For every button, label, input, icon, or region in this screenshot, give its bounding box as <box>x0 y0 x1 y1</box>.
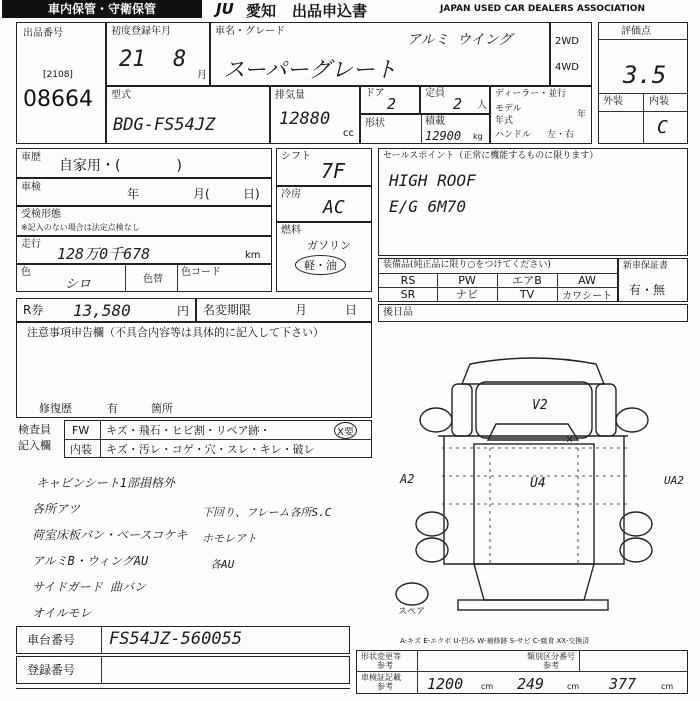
doors-box <box>360 86 420 114</box>
reg-no-label: 登録番号 <box>27 663 76 677</box>
fuel-label: 燃料 <box>281 225 301 236</box>
repair-place: 箇所 <box>151 402 173 415</box>
registration-month-unit: 月 <box>197 70 207 81</box>
exterior-label: 外装 <box>603 96 623 107</box>
header <box>0 0 700 18</box>
type-value: BDG-FS54JZ <box>113 115 216 135</box>
bottom-strip <box>16 688 350 701</box>
equip-navi: ナビ <box>456 288 478 301</box>
transfer-box <box>16 206 272 236</box>
size-sub: 参考 <box>377 682 393 691</box>
doors-label: ドア <box>365 88 385 99</box>
capacity-label: 定員 <box>425 88 445 99</box>
color-value: シロ <box>65 277 92 292</box>
dims-box <box>356 650 688 694</box>
recycle-box <box>16 298 196 322</box>
shift-value: 7F <box>321 159 346 183</box>
inside-label: 内装 <box>70 443 92 456</box>
drive-box <box>550 22 592 86</box>
class-sub: 参考 <box>543 661 559 670</box>
car-grade: アルミ ウイング <box>407 32 513 48</box>
repair-label: 修復歴 <box>39 402 72 415</box>
damage-a2: A2 <box>400 472 415 486</box>
drive-4wd: 4WD <box>555 62 579 73</box>
displacement-box <box>270 86 360 144</box>
color-label: 色 <box>21 267 31 278</box>
year-unit: 年 <box>577 110 587 120</box>
remark-right-1: 下回り、フレーム各所S.C <box>202 506 332 519</box>
chassis-value: FS54JZ-560055 <box>109 629 243 649</box>
shape-box <box>360 114 490 144</box>
post-reg-box <box>378 304 688 322</box>
handle-options: 左・右 <box>547 130 575 140</box>
size-label: 車検証記載 <box>361 673 401 682</box>
inspection-day: 日) <box>243 187 260 201</box>
type-box <box>106 86 270 144</box>
displacement-value: 12880 <box>279 109 331 129</box>
inspection-box <box>16 178 272 206</box>
model-label: モデル <box>495 104 522 114</box>
damage-legend: A-キズ E-エクボ U-凹み W-補修跡 S-サビ C-腐食 XX-交換済 <box>400 637 590 645</box>
dealer-label: ディーラー・並行 <box>495 89 567 99</box>
equipment-label: 装備品(純正品に限り○をつけてください) <box>383 260 551 270</box>
inspector-area <box>16 420 372 460</box>
car-name-label: 車名・グレード <box>215 26 285 37</box>
guarantee-value: 有・無 <box>629 283 666 297</box>
remark-4: アルミB・ウィングAU <box>32 554 149 568</box>
spare-label: スペア <box>398 607 426 617</box>
registration-box <box>106 22 210 86</box>
guarantee-label: 新車保証書 <box>623 261 669 271</box>
car-name: スーパーグレート <box>223 58 397 83</box>
load-unit: kg <box>473 132 483 141</box>
registration-label: 初度登録年月 <box>111 26 171 37</box>
transfer-note: ※記入のない場合は法定点検なし <box>21 223 140 232</box>
dealer-box <box>490 86 592 144</box>
remark-5: サイドガード 曲バン <box>32 580 147 594</box>
equip-leather: カワシート <box>562 290 612 302</box>
mileage-box <box>16 236 272 264</box>
inspector-label-2: 記入欄 <box>18 439 51 452</box>
remark-3: 荷室床板バン・ベースコケキ <box>32 528 188 542</box>
load-value: 12900 <box>425 129 462 143</box>
recycle-unit: 円 <box>177 304 190 318</box>
equip-tv: TV <box>519 287 535 301</box>
fuel-box <box>276 222 372 292</box>
reg-no-box <box>16 656 350 684</box>
type-label: 型式 <box>111 90 131 101</box>
remark-1: キャビンシート1部損格外 <box>36 476 175 490</box>
lot-box <box>16 22 106 144</box>
fw-text: キズ・飛石・ヒビ割・リペア跡・ <box>106 424 271 437</box>
post-reg-label: 後日品 <box>383 307 413 318</box>
fw-label: FW <box>72 424 90 437</box>
transfer-label: 受検形態 <box>21 209 61 220</box>
fuel-circled: 軽・油 <box>295 255 346 275</box>
header-left-label: 車内保管・守衛保管 <box>2 0 202 18</box>
fuel-value: ガソリン <box>307 239 351 252</box>
displacement-label: 排気量 <box>275 90 305 101</box>
shift-box <box>276 148 372 186</box>
history-box <box>16 148 272 178</box>
mileage-unit: km <box>245 250 261 261</box>
lot-number: 08664 <box>23 87 93 112</box>
form-change-sub: 参考 <box>377 661 393 670</box>
color-box <box>16 264 272 292</box>
damage-x: × <box>566 432 574 446</box>
history-label: 車歴 <box>21 152 41 163</box>
name-change-box <box>196 298 372 322</box>
form-title: 出品申込書 <box>292 2 368 20</box>
history-value: 自家用・( ) <box>59 158 182 174</box>
equip-aw: AW <box>578 273 596 287</box>
equip-airbag: エアB <box>512 274 542 287</box>
color-code-label: 色コード <box>181 267 221 278</box>
registration-month: 8 <box>173 47 187 72</box>
dim-height: 377 <box>609 675 637 693</box>
name-change-month: 月 <box>295 303 308 317</box>
shift-label: シフト <box>281 151 311 162</box>
fw-circled: X要 <box>334 422 357 439</box>
score-label: 評価点 <box>621 26 651 37</box>
score-box <box>598 22 688 144</box>
remark-right-2: ホモレアト <box>202 532 257 545</box>
interior-label: 内装 <box>649 96 669 107</box>
damage-v2: V2 <box>532 398 548 413</box>
load-label: 積載 <box>425 116 445 127</box>
selling-points-label: セールスポイント（正常に機能するものに限ります） <box>383 151 599 161</box>
class-label: 類別区分番号 <box>527 652 575 661</box>
inspection-label: 車検 <box>21 182 41 193</box>
inspector-label-1: 検査員 <box>18 423 51 436</box>
dim-width: 249 <box>517 675 545 693</box>
paint-label: 色替 <box>143 274 163 285</box>
doors-value: 2 <box>387 95 397 113</box>
repair-value: 有 <box>107 402 118 415</box>
handle-label: ハンドル <box>495 130 532 140</box>
displacement-unit: cc <box>343 128 354 139</box>
remark-2: 各所アツ <box>32 502 81 516</box>
selling-points-box <box>378 148 688 256</box>
selling-point-2: E/G 6M70 <box>389 197 467 216</box>
equip-sr: SR <box>400 287 416 301</box>
ju-logo: JU <box>216 0 234 18</box>
capacity-value: 2 <box>453 95 463 113</box>
name-change-label: 名変期限 <box>203 303 252 317</box>
equip-pw: PW <box>458 273 476 287</box>
remark-6: オイルモレ <box>32 606 92 620</box>
notes-label: 注意事項申告欄（不具合内容等は具体的に記入して下さい） <box>27 326 324 339</box>
dim-length-unit: cm <box>481 682 494 691</box>
chassis-label: 車台番号 <box>27 633 76 647</box>
interior-value: C <box>657 117 668 138</box>
capacity-unit: 人 <box>477 100 487 111</box>
notes-box <box>16 322 372 418</box>
name-change-day: 日 <box>345 303 358 317</box>
dim-length: 1200 <box>427 675 464 693</box>
lot-label: 出品番号 <box>23 28 63 39</box>
recycle-label: R券 <box>23 303 44 317</box>
dim-height-unit: cm <box>661 682 674 691</box>
association-name: JAPAN USED CAR DEALERS ASSOCIATION <box>440 4 645 14</box>
recycle-value: 13,580 <box>73 301 131 320</box>
car-name-box <box>210 22 550 86</box>
remark-right-3: 各AU <box>210 558 235 571</box>
inspection-month: 月( <box>193 187 210 201</box>
year-label: 年式 <box>495 116 514 126</box>
mileage-value: 128万0千678 <box>57 245 151 263</box>
damage-u4: U4 <box>530 476 546 491</box>
inside-text: キズ・汚レ・コゲ・穴・スレ・キレ・破レ <box>106 443 315 456</box>
brand-name: 愛知 <box>246 2 277 20</box>
registration-year: 21 <box>119 47 146 72</box>
ac-label: 冷房 <box>281 189 301 200</box>
ac-box <box>276 186 372 222</box>
dim-width-unit: cm <box>567 682 580 691</box>
inspection-year: 年 <box>127 187 140 201</box>
form-change-label: 形状変更等 <box>361 652 401 661</box>
score-value: 3.5 <box>623 61 667 89</box>
guarantee-box <box>618 258 688 302</box>
selling-point-1: HIGH ROOF <box>389 171 476 190</box>
drive-2wd: 2WD <box>555 36 579 47</box>
equipment-box <box>378 258 618 302</box>
capacity-box <box>420 86 490 114</box>
equip-rs: RS <box>400 273 416 287</box>
mileage-label: 走行 <box>21 239 41 250</box>
damage-ua2: UA2 <box>664 474 684 487</box>
shape-label: 形状 <box>365 118 385 129</box>
chassis-box <box>16 626 350 654</box>
lot-sub-number: [2108] <box>43 70 73 80</box>
ac-value: AC <box>323 197 345 218</box>
